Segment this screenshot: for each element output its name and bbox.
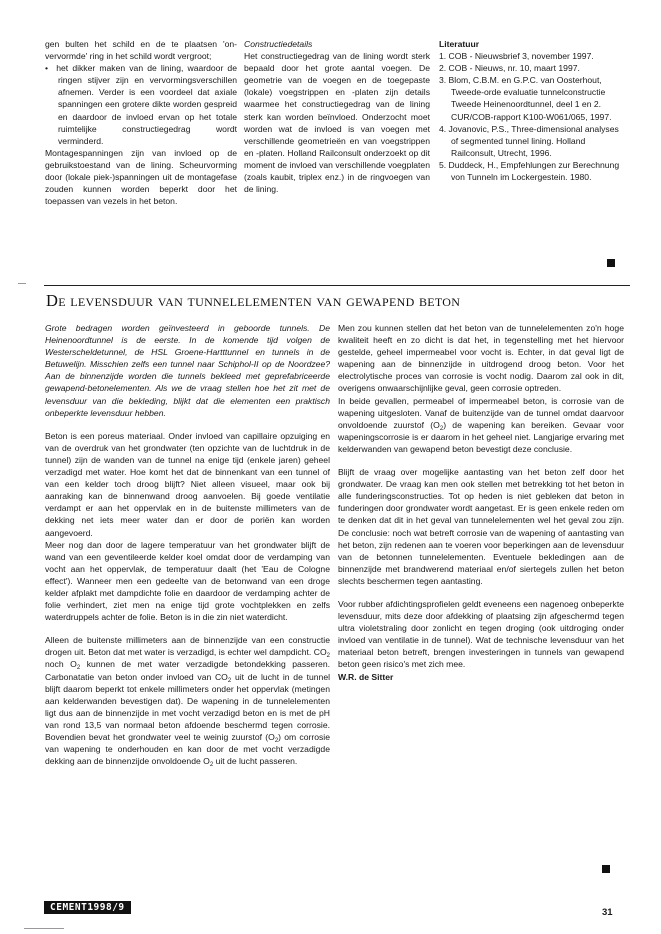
paragraph: Voor rubber afdichtingsprofielen geldt eveneens een nagenoeg onbeperkte levensduur, mits deze door afdekking of plaatsing zijn afgeschermd tegen ultra violetstraling door zonlicht en tegen droging (ook uitdroging onder invloed van ventilatie in de tunnel). Wat de technische levensduur van het materiaal beton betreft, brengen investeringen in tunnels van gewapend beton geen risico's met zich mee. (338, 598, 624, 670)
page-number: 31 (602, 907, 613, 918)
references-heading: Literatuur (439, 39, 480, 49)
article-intro: Grote bedragen worden geïnvesteerd in geboorde tunnels. De Heinenoordtunnel is de eerste. In de komende tijd volgen de Westerscheldetunnel, de HSL Groene-Hartttunnel en tunnels in de Betuwelijn. Misschien zelfs een tunnel naar Schiphol-II op de Noordzee? Aan de binnenzijde worden die tunnels bekleed met geprefabriceerde gewapend-betonelementen. Als we de vraag stellen hoe het zit met de levensduur van die bekleding, blijkt dat die elementen een praktisch onbeperkte levensduur hebben. (45, 323, 330, 418)
bullet-icon: • (45, 63, 57, 74)
section-heading: Constructiedetails (244, 39, 313, 49)
reference-item: 4. Jovanovic, P.S., Three-dimensional analyses of segmented tunnel lining. Holland Railconsult, Utrecht, 1996. (439, 123, 619, 158)
end-mark-icon (602, 865, 610, 873)
magazine-tag: CEMENT1998/9 (44, 901, 131, 914)
scan-mark (18, 283, 26, 284)
top-column-2 (244, 38, 430, 195)
paragraph: Blijft de vraag over mogelijke aantasting van het beton zelf door het grondwater. De vraag kan men ook stellen met betrekking tot het beton in alle funderingsconstructies. Tot op heden is niet gebleken dat beton in funderingen door grondwater wordt aangetast. Er is geen enkele reden om te denken dat dit in het geval van tunnelelementen wel het geval zou zijn. De conclusie: noch wat betreft corrosie van de wapening of aantasting van het beton, zijn redenen aan te voeren voor beperkingen aan de levensduur van de betonnen tunnelelementen. Eventuele bekledingen aan de binnenzijde met brandwerend materiaal en/of siertegels zullen het beton slechts beschermen tegen aantasting. (338, 467, 624, 586)
paragraph: Beton is een poreus materiaal. Onder invloed van capillaire opzuiging en van de overdruk van het grondwater (ten opzichte van de luchtdruk in de tunnel) zijn de wanden van de tunnel na enige tijd (enkele jaren) geheel verzadigd met water. Hoe komt het dat de binnenkant van een tunnel of van een kelder toch droog blijft? Niet alleen visueel, maar ook bij aanraking kan de binnenwand droog aanvoelen. Bij goede ventilatie verdampt er aan het oppervlak en in de buitenste millimeters van de dekking net iets meer water dan er door de poriën kan worden aangevoerd. (45, 430, 330, 538)
references-column (439, 38, 622, 183)
paragraph: In beide gevallen, permeabel of impermeabel beton, is corrosie van de wapening uitgesloten. Vanaf de buitenzijde van de tunnel omdat daarvoor onvoldoende zuurstof $(O_2)$ de wapening kan bereiken. Gevaar voor wapeningscorrosie is er daarom in het geheel niet. Langjarige ervaring met kelderwanden van gewapend beton bevestigt deze conclusie. (338, 395, 624, 454)
reference-item: 2. COB - Nieuws, nr. 10, maart 1997. (439, 63, 580, 74)
paragraph: Meer nog dan door de lagere temperatuur van het grondwater blijft de wand van een geventileerde kelder koel omdat door de verdamping van vocht aan het oppervlak, de temperatuur daalt (het 'Eau de Cologne effect'). Wanneer men een gedeelte van de betonwand van een droge kelder afplakt met dampdichte folie en daardoor de verdamping achter de folie verhindert, ziet men na enige tijd grote vochtplekken en zelfs waterdruppels achter de folie. Beton is in die zin niet waterdicht. (45, 539, 330, 623)
article-title: De levensduur van tunnelelementen van gewapend beton (46, 291, 461, 310)
paragraph: Men zou kunnen stellen dat het beton van de tunnelelementen zo'n hoge kwaliteit heeft en zo dicht is dat het, in tegenstelling met het hiervoor gestelde, geheel impermeabel voor vocht is. Echter, in dat geval ligt de wapening aan de binnenzijde in uitdrogend droog beton. Voor het electrolytische proces van corrosie is vocht nodig. Daarom zal ook in dit, overigens onwaarschijnlijke geval, geen corrosie optreden. (338, 323, 624, 394)
article-column-1 (45, 322, 330, 767)
reference-item: 1. COB - Nieuwsbrief 3, november 1997. (439, 51, 594, 62)
end-mark-icon (607, 259, 615, 267)
bullet-item (45, 62, 237, 147)
divider (44, 285, 630, 286)
scan-mark (24, 928, 64, 929)
top-column-1 (45, 38, 237, 207)
paragraph: Het constructiegedrag van de lining wordt sterk bepaald door het grote aantal voegen. De geometrie van de voegen en de toegepaste (lokale) voegstrippen en -platen zijn details waarmee het constructiegedrag van de lining sterk kan worden beïnvloed. Onderzocht moet worden wat de invloed is van voegen met verschillende geometrieën en van voegstrippen en -platen. Holland Railconsult onderzoekt op dit moment de invloed van verschillende voegplaten (zoals kaubit, triplex enz.) in de ringvoegen van de lining. (244, 51, 430, 195)
article-column-2 (338, 322, 624, 683)
paragraph: Alleen de buitenste millimeters aan de binnenzijde van een constructie drogen uit. Beton dat met water is verzadigd, is echter wel dampdicht. $CO_2$ noch $O_2$ kunnen de met water verzadigde betondekking passeren. Carbonatatie van beton onder invloed van $CO_2$ uit de lucht in de tunnel blijft daarom beperkt tot enkele millimeters onder het oppervlak (metingen aan kelderwanden bevestigen dat). De wapening in de tunnelelementen ligt dus aan de binnenzijde in met vocht verzadigd beton en is met de pH van rond 13,5 van normaal beton afdoende beschermd tegen corrosie. Bovendien bevat het grondwater veel te weinig zuurstof $(O_2)$ om corrosie van wapening te onderhouden en kan door de met vocht verzadigde dekking aan de binnenzijde onvoldoende $O_2$ uit de lucht passeren. (45, 635, 331, 769)
author: W.R. de Sitter (338, 671, 394, 682)
lead-text: gen bulten het schild en de te plaatsen 'on-vervormde' ring in het schild wordt vergroot; (45, 39, 237, 62)
reference-item: 3. Blom, C.B.M. en G.P.C. van Oosterhout, Tweede-orde evaluatie tunnelconstructie Tweede Heinenoordtunnel, deel 1 en 2. CUR/COB-rapport K100-W061/065, 1997. (439, 75, 612, 122)
reference-item: 5. Duddeck, H., Empfehlungen zur Berechnung von Tunneln im Lockergestein. 1980. (439, 159, 620, 183)
paragraph: Montagespanningen zijn van invloed op de gebruikstoestand van de lining. Scheurvorming door (lokale piek-)spanningen uit de montagefase zouden kunnen worden beperkt door het toepassen van vezels in het beton. (45, 147, 237, 207)
bullet-text: het dikker maken van de lining, waardoor de ringen stijver zijn en vervormingsverschillen afnemen. Verder is een voordeel dat axiale spanningen een grotere dikte worden gespreid en daardoor de invloed ervan op het totale ruimtelijke constructiegedrag wordt verminderd. (56, 63, 237, 146)
